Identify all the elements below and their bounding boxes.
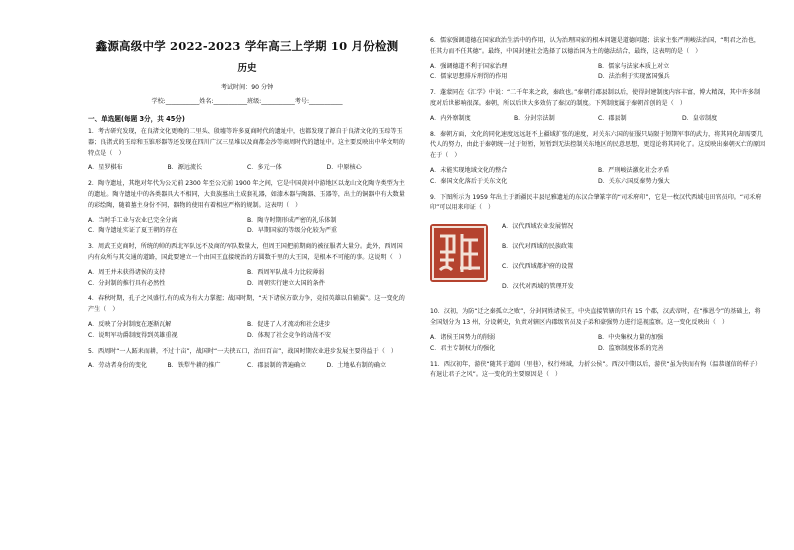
options-8	[430, 166, 766, 188]
question-6: 6．儒家强调道德在国家政治生活中的作用，认为治理国家的根本问题是道德问题；法家主张严刑峻法治国，“明君之治也，任其力而不任其德”。最终，中国封建社会选择了以德治国为主的德法结合，最终，这表明的是（ ）	[430, 37, 761, 55]
question-4: 4．春秋时期，孔子之风盛行,有的成为有大力掌握；战国时期，“天下诸侯方欲力争，竞招英雄以自辅翼”。这一变化的产生（ ）	[88, 295, 405, 314]
question-2: 2．陶寺遗址，其绝对年代为公元前 2300 年至公元前 1900 年之间，它是中国黄河中游地区以龙山文化陶寺类型为主的遗址。陶寺遗址中的各类器具大不相同，大贵族墓出土成套礼器，如漆木器与陶器、玉器等，出土的铜器中有大数量的彩绘陶，随着墓主身份不同，器物的使用有着相应严格的规制。这表明（ ）	[88, 180, 405, 209]
option: B．西周军队战斗力比较薄弱	[247, 268, 325, 276]
option: A．汉代西域农业发展情况	[502, 223, 574, 231]
option: D．皇帝制度	[682, 114, 718, 122]
option: B．分封宗法制	[514, 114, 555, 122]
option: C．说明军功爵制度得到英雄重视	[88, 331, 178, 339]
option: C．多元一体	[247, 164, 282, 172]
option: D．体现了社会竞争的动荡不安	[247, 331, 331, 339]
option: A．周王并未获得诸侯的支持	[88, 268, 166, 276]
question-8: 8．秦朝方面，文化的同化速度远远赶不上疆域扩张的速度，对关东六国的征服只局限于短期军事的武力，将其同化却需要几代人的努力，由此于秦朝统一过于短暂，短暂到无法控制关东地区的民意思想，更遑论将其同化了。这反映出秦朝灭亡的原因在于（ ）	[430, 130, 766, 160]
option: D．监察制度体系的完善	[598, 344, 664, 352]
option: D．法治利于实现富国强兵	[598, 73, 670, 81]
option: C．秦国文化落后于关东文化	[430, 177, 508, 185]
option: B．促进了人才流动和社会进步	[247, 320, 331, 328]
options-3	[88, 268, 406, 290]
exam-time: 考试时间：90 分钟	[220, 83, 274, 91]
right-column	[430, 36, 766, 385]
question-3: 3．周武王克商时，所统的帅的西北军队远不及商的军队数量大，但周王国把前期商的被征服者大量分。此外，西周国内有众所与其交通的道路，国此要建立一个由国王直接统治的方圆数千里的大王国，是根本不可能的事。这说明（ ）	[88, 243, 405, 261]
exam-title: 鑫源高级中学 2022-2023 学年高三上学期 10 月份检测	[95, 39, 399, 53]
option: C．郡县制的普遍确立	[247, 362, 307, 370]
option: B．源远流长	[167, 164, 203, 172]
option: D．土地私有制的确立	[326, 362, 387, 370]
option: C．分封制的推行具有必然性	[88, 279, 166, 287]
option: B．汉代对西域的民族政策	[502, 242, 574, 250]
options-1	[88, 163, 406, 174]
option: A．内外察制度	[430, 114, 471, 122]
option: B．儒家与法家本质上对立	[598, 62, 670, 70]
option: A．星罗棋布	[88, 164, 123, 172]
options-9	[502, 222, 574, 301]
section-heading: 一、单选题(每题 3分，共 45分)	[88, 115, 185, 124]
question-1: 1．考古研究发现，在良渚文化更晚的二里头、殷墟等许多夏商时代的遗址中，也都发现了源自于良渚文化的玉琮等玉器；良渚式的玉琮和玉锥形器等还发现在四川广汉三星堆以及商都金沙等商周时代的遗址中。这主要反映出中华文明的特点是（ ）	[88, 127, 405, 157]
options-10	[430, 333, 766, 355]
option: B．陶寺时期形成严密的礼乐体制	[247, 216, 337, 224]
option: C．君主专制权力的强化	[430, 344, 496, 352]
question-5: 5．西周时“一人跖耒而耕，不过十亩”，战国时“一夫挟五口，治田百亩”，战国时期农业进步发展主要得益于（ ）	[88, 347, 398, 355]
question-9-figure	[430, 222, 766, 301]
question-11: 11．西汉初年，游侠“随其于道闾（里巷），权行州域，力折公侯”。西汉中期以后，游侠“虽为侠而有恂（温恭谨信的样子）有退让君子之风”。这一变化的主要原因是（ ）	[430, 360, 762, 379]
option: C．汉代西域都护府的设置	[502, 262, 574, 270]
option: D．关东六国反秦势力强大	[598, 177, 670, 185]
subject-heading: 历史	[237, 62, 257, 74]
option: D．早期国家的等级分化较为严重	[247, 227, 338, 235]
student-info-line: 学校:___________姓名:___________班级:___________考号:___________	[151, 98, 343, 106]
option: A．反映了分封制度在逐渐瓦解	[88, 320, 172, 328]
option: A．诸侯王国势力的削弱	[430, 333, 496, 341]
option: C．郡县制	[598, 114, 627, 122]
option: B．铁犁牛耕的推广	[167, 362, 221, 370]
options-7	[430, 114, 766, 125]
options-2	[88, 216, 406, 238]
option: A．强调德道不利于国家治理	[430, 62, 508, 70]
left-column	[88, 36, 406, 377]
options-5	[88, 361, 406, 372]
option: C．陶寺遗址实证了夏王朝的存在	[88, 227, 178, 235]
option: D．汉代对西域的管理开发	[502, 282, 574, 290]
seal-image	[430, 224, 488, 282]
options-4	[88, 320, 406, 342]
question-7: 7．蓬蒙同在《汇学》中说：“二千年来之政，秦政也。”秦朝行郡县制以后，使得封建制度内容丰富，博大精深，其中许多制度对后世影响很深。秦朝，所以后世大多效仿了秦汉的制度。下列制度属于秦朝首创的是（ ）	[430, 89, 761, 107]
option: D．中原核心	[326, 164, 362, 172]
options-6	[430, 62, 766, 84]
option: C．儒家思想排斥刑罚的作用	[430, 73, 508, 81]
option: A．劳动者身份的变化	[88, 362, 148, 370]
option: B．中央集权力量的加强	[598, 333, 664, 341]
question-9: 9．下图所示为 1959 年出土于新疆民丰县尼雅遗址的东汉合肇篆字的“司禾府印”，它是一枚汉代西域屯田官员印。“司禾府印”可以用来印证（ ）	[430, 193, 762, 212]
option: A．当时手工业与农业已完全分离	[88, 216, 178, 224]
question-10: 10．汉初，为防“迁之秦孤立之败”，分封同姓诸侯王，中央直接管辖的只有 15 个郡，汉武帝时，在“推恩令”的基础上，将全国划分为 13 州，分设刺史，负责对辖区内郡级官员及子弟和豪强势力进行巡视监察。这一变化反映出（ ）	[430, 308, 761, 327]
option: A．未能实现地域文化的整合	[430, 166, 508, 174]
option: D．周朝实行建立大国的条件	[247, 279, 325, 287]
option: B．严刑峻法激化社会矛盾	[598, 166, 670, 174]
